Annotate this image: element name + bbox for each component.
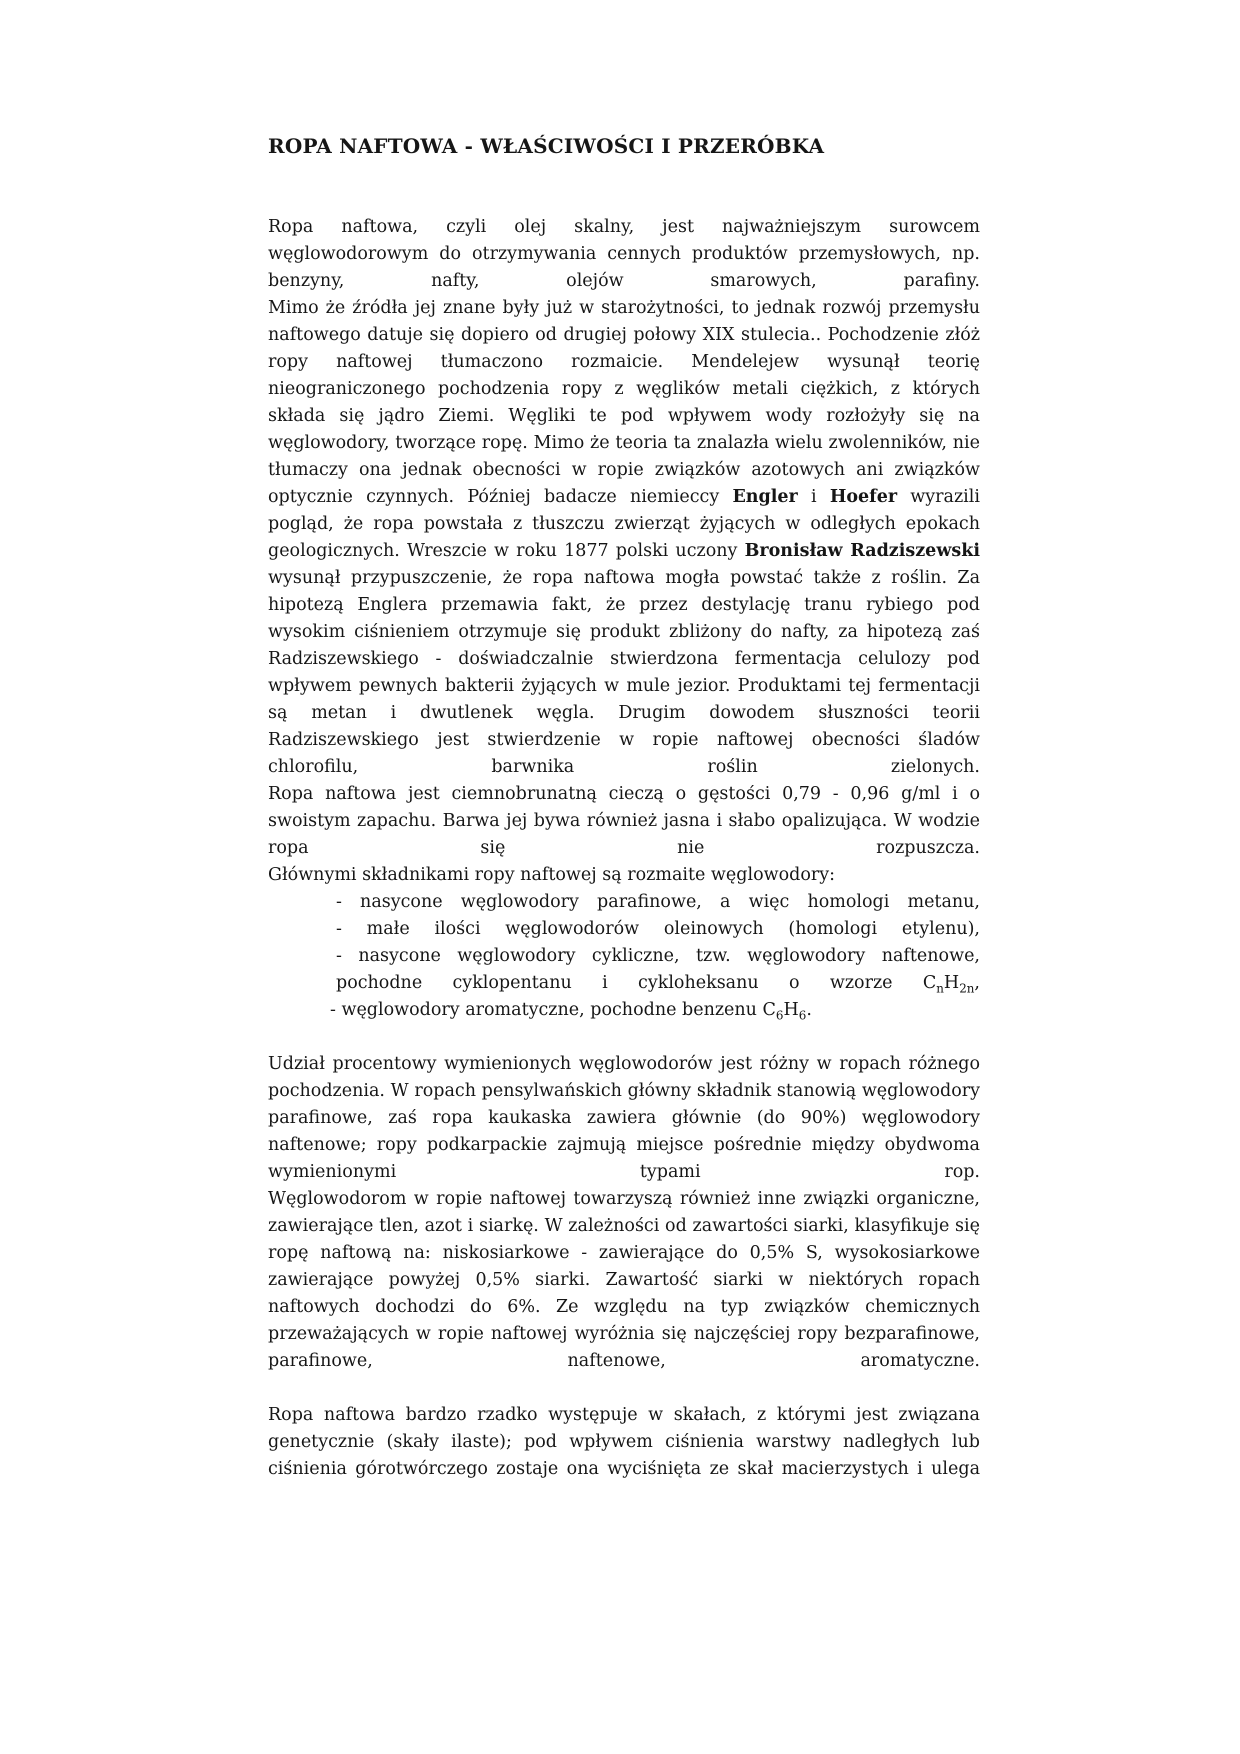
- subscript-text: 2n: [959, 981, 975, 996]
- bold-text: Engler: [732, 487, 798, 507]
- text-run: Ropa naftowa, czyli olej skalny, jest najważniejszym surowcem węglowodorowym do otrzymywania cennych produktów przemysłowych, np. benzyny, nafty, olejów smarowych, parafiny.: [268, 217, 980, 291]
- hydrocarbon-list: [268, 889, 980, 1024]
- subscript-text: 6: [798, 1008, 807, 1023]
- text-segment: [268, 1402, 980, 1483]
- text-segment: [268, 1186, 980, 1375]
- document-body: [268, 214, 980, 1483]
- document-title: ROPA NAFTOWA - WŁAŚCIWOŚCI I PRZERÓBKA: [268, 134, 825, 158]
- text-segment: [268, 862, 980, 889]
- text-run: - małe ilości węglowodorów oleinowych (homologi etylenu),: [336, 919, 980, 939]
- list-item: [336, 916, 980, 943]
- text-run: wyrazili pogląd, że ropa powstała z tłuszczu zwierząt żyjących w odległych epokach geologicznych. Wreszcie w roku 1877 polski uczony: [268, 487, 980, 561]
- bold-text: Bronisław Radziszewski: [744, 541, 981, 561]
- text-run: H: [943, 973, 960, 993]
- text-run: - nasycone węglowodory cykliczne, tzw. węglowodory naftenowe, pochodne cyklopentanu i cykloheksanu o wzorze C: [336, 946, 980, 993]
- text-run: .: [806, 1000, 812, 1020]
- text-run: Głównymi składnikami ropy naftowej są rozmaite węglowodory:: [268, 865, 836, 885]
- text-run: Mimo że źródła jej znane były już w starożytności, to jednak rozwój przemysłu naftowego datuje się dopiero od drugiej połowy XIX stulecia.. Pochodzenie złóż ropy naftowej tłumaczono rozmaicie. Mendelejew wysunął teorię nieograniczonego pochodzenia ropy z węglików metali ciężkich, z których składa się jądro Ziemi. Węgliki te pod wpływem wody rozłożyły się na węglowodory, tworzące ropę. Mimo że teoria ta znalazła wielu zwolenników, nie tłumaczy ona jednak obecności w ropie związków azotowych ani związków optycznie czynnych. Później badacze niemieccy: [268, 298, 980, 507]
- paragraph: [268, 1402, 980, 1483]
- text-run: wysunął przypuszczenie, że ropa naftowa mogła powstać także z roślin. Za hipotezą Englera przemawia fakt, że przez destylację tranu rybiego pod wysokim ciśnieniem otrzymuje się produkt zbliżony do nafty, za hipotezą zaś Radziszewskiego - doświadczalnie stwierdzona fermentacja celulozy pod wpływem pewnych bakterii żyjących w mule jezior. Produktami tej fermentacji są metan i dwutlenek węgla. Drugim dowodem słuszności teorii Radziszewskiego jest stwierdzenie w ropie naftowej obecności śladów chlorofilu, barwnika roślin zielonych.: [268, 568, 980, 777]
- text-run: H: [783, 1000, 799, 1020]
- list-item: [330, 997, 980, 1024]
- list-item: [336, 889, 980, 916]
- list-item: [336, 943, 980, 997]
- text-run: Udział procentowy wymienionych węglowodorów jest różny w ropach różnego pochodzenia. W ropach pensylwańskich główny składnik stanowią węglowodory parafinowe, zaś ropa kaukaska zawiera głównie (do 90%) węglowodory naftenowe; ropy podkarpackie zajmują miejsce pośrednie między obydwoma wymienionymi typami rop.: [268, 1054, 980, 1182]
- text-run: - węglowodory aromatyczne, pochodne benzenu C: [330, 1000, 776, 1020]
- bold-text: Hoefer: [829, 487, 898, 507]
- text-run: i: [797, 487, 830, 507]
- text-segment: [268, 214, 980, 295]
- subscript-text: n: [936, 981, 944, 996]
- text-run: Ropa naftowa jest ciemnobrunatną cieczą o gęstości 0,79 - 0,96 g/ml i o swoistym zapachu. Barwa jej bywa również jasna i słabo opalizująca. W wodzie ropa się nie rozpuszcza.: [268, 784, 980, 858]
- text-run: Ropa naftowa bardzo rzadko występuje w skałach, z którymi jest związana genetycznie (skały ilaste); pod wpływem ciśnienia warstwy nadległych lub ciśnienia górotwórczego zostaje ona wyciśnięta ze skał macierzystych i ulega: [268, 1405, 980, 1479]
- text-run: Węglowodorom w ropie naftowej towarzyszą również inne związki organiczne, zawierające tlen, azot i siarkę. W zależności od zawartości siarki, klasyfikuje się ropę naftową na: niskosiarkowe - zawierające do 0,5% S, wysokosiarkowe zawierające powyżej 0,5% siarki. Zawartość siarki w niektórych ropach naftowych dochodzi do 6%. Ze względu na typ związków chemicznych przeważających w ropie naftowej wyróżnia się najczęściej ropy bezparafinowe, parafinowe, naftenowe, aromatyczne.: [268, 1189, 980, 1371]
- text-segment: [268, 1051, 980, 1186]
- paragraph: [268, 214, 980, 889]
- text-run: ,: [974, 973, 980, 993]
- subscript-text: 6: [775, 1008, 784, 1023]
- paragraph: [268, 1051, 980, 1375]
- text-segment: [268, 295, 980, 781]
- text-run: - nasycone węglowodory parafinowe, a więc homologi metanu,: [336, 892, 980, 912]
- text-segment: [268, 781, 980, 862]
